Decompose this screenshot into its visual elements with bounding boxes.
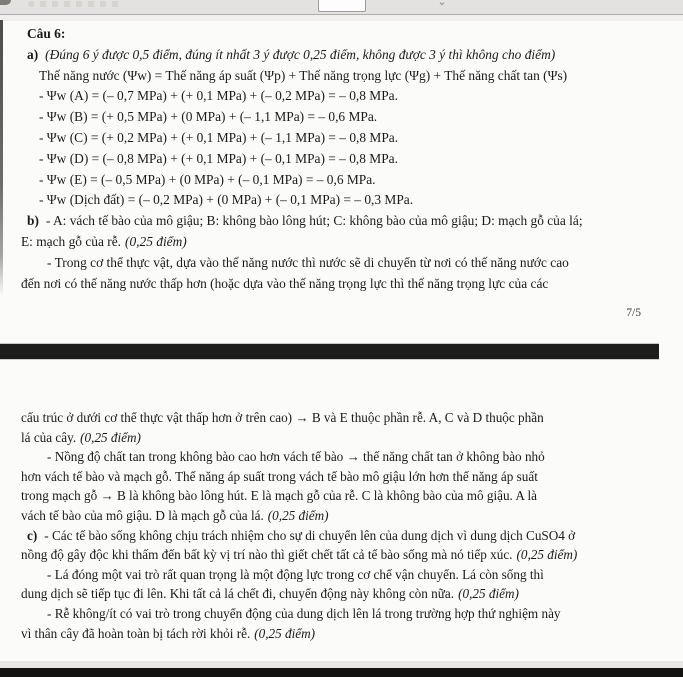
text-line: a) (Đúng 6 ý được 0,5 điểm, đúng ít nhất 3 ý được 0,25 điểm, không được 3 ý thì không cho điểm) bbox=[27, 46, 556, 62]
scanned-page-2 bbox=[0, 404, 683, 643]
text-line: vì thân cây đã hoàn toàn bị tách rời khỏi rễ. (0,25 điểm) bbox=[21, 625, 316, 641]
text-line: - Nồng độ chất tan trong không bào cao hơn vách tế bào → thế năng chất tan ở không bào nhỏ bbox=[47, 449, 545, 465]
text-line: - Lá đóng một vai trò rất quan trọng là một động lực trong cơ chế vận chuyển. Lá còn sống thì bbox=[47, 566, 544, 582]
text-line: nồng độ gây độc khi thấm đến bất kỳ vị trí nào thì giết chết tất cả tế bào sống mà nó tiếp xúc. (0,25 điểm) bbox=[21, 547, 578, 563]
text-line: dung dịch sẽ tiếp tục đi lên. Khi tất cả lá chết đi, chuyển động này không còn nữa. (0,25 điểm) bbox=[21, 586, 519, 602]
question-heading: Câu 6: bbox=[27, 26, 66, 41]
text-line: trong mạch gỗ → B là không bào lông hút. E là mạch gỗ của rễ. C là không bào của mô giậu. A là bbox=[21, 488, 538, 504]
toolbar-artifact bbox=[28, 1, 123, 7]
page-number: 7/5 bbox=[626, 307, 641, 320]
formula-line: - Ψw (B) = (+ 0,5 MPa) + (0 MPa) + (– 1,1 MPa) = – 0,6 MPa. bbox=[39, 109, 378, 125]
text-line: đến nơi có thế năng nước thấp hơn (hoặc dựa vào thế năng trọng lực thì thế năng trọng lực của các bbox=[21, 275, 549, 291]
text-line: c) - Các tế bào sống không chịu trách nhiệm cho sự di chuyển lên của dung dịch vì dung dịch CuSO4 ở bbox=[27, 527, 576, 543]
pdf-toolbar-edge bbox=[0, 0, 683, 15]
text-line: b) - A: vách tế bào của mô giậu; B: không bào lông hút; C: không bào của mô giậu; D: mạch gỗ của lá; bbox=[27, 213, 583, 229]
text-line: Thế năng nước (Ψw) = Thế năng áp suất (Ψp) + Thế năng trọng lực (Ψg) + Thế năng chất tan (Ψs) bbox=[39, 67, 568, 83]
formula-line: - Ψw (A) = (– 0,7 MPa) + (+ 0,1 MPa) + (– 0,2 MPa) = – 0,8 MPa. bbox=[39, 88, 398, 104]
page-number-input[interactable] bbox=[318, 0, 366, 12]
formula-line: - Ψw (C) = (+ 0,2 MPa) + (+ 0,1 MPa) + (– 1,1 MPa) = – 0,8 MPa. bbox=[39, 129, 399, 145]
text-line: cấu trúc ở dưới cơ thể thực vật thấp hơn ở trên cao) → B và E thuộc phần rễ. A, C và D thuộc phần bbox=[21, 410, 544, 425]
text-line: - Rễ không/ít có vai trò trong chuyển động của dung dịch lên lá trong trường hợp thứ nghiệm này bbox=[47, 605, 561, 621]
bottom-scan-strip bbox=[0, 661, 683, 668]
chevron-down-icon[interactable]: ⌄ bbox=[437, 0, 447, 8]
page-separator bbox=[0, 343, 659, 360]
formula-line: - Ψw (Dịch đất) = (– 0,2 MPa) + (0 MPa) + (– 0,1 MPa) = – 0,3 MPa. bbox=[39, 192, 414, 208]
text-line: E: mạch gỗ của rễ. (0,25 điểm) bbox=[21, 233, 187, 249]
text-line: - Trong cơ thể thực vật, dựa vào thế năng nước thì nước sẽ di chuyển từ nơi có thế năng nước cao bbox=[47, 254, 569, 270]
scanned-page-1 bbox=[0, 21, 683, 324]
text-line: vách tế bào của mô giậu. D là mạch gỗ của lá. (0,25 điểm) bbox=[21, 507, 329, 523]
text-line: hơn vách tế bào và mạch gỗ. Thế năng áp suất trong vách tế bào mô giậu lớn hơn thế năng áp suất bbox=[21, 468, 538, 484]
bottom-black-band bbox=[0, 668, 683, 677]
toolbar-corner-smudge bbox=[0, 0, 11, 5]
formula-line: - Ψw (D) = (– 0,8 MPa) + (+ 0,1 MPa) + (– 0,1 MPa) = – 0,8 MPa. bbox=[39, 150, 398, 166]
text-line: lá của cây. (0,25 điểm) bbox=[21, 429, 141, 445]
formula-line: - Ψw (E) = (– 0,5 MPa) + (0 MPa) + (– 0,1 MPa) = – 0,6 MPa. bbox=[39, 171, 376, 187]
